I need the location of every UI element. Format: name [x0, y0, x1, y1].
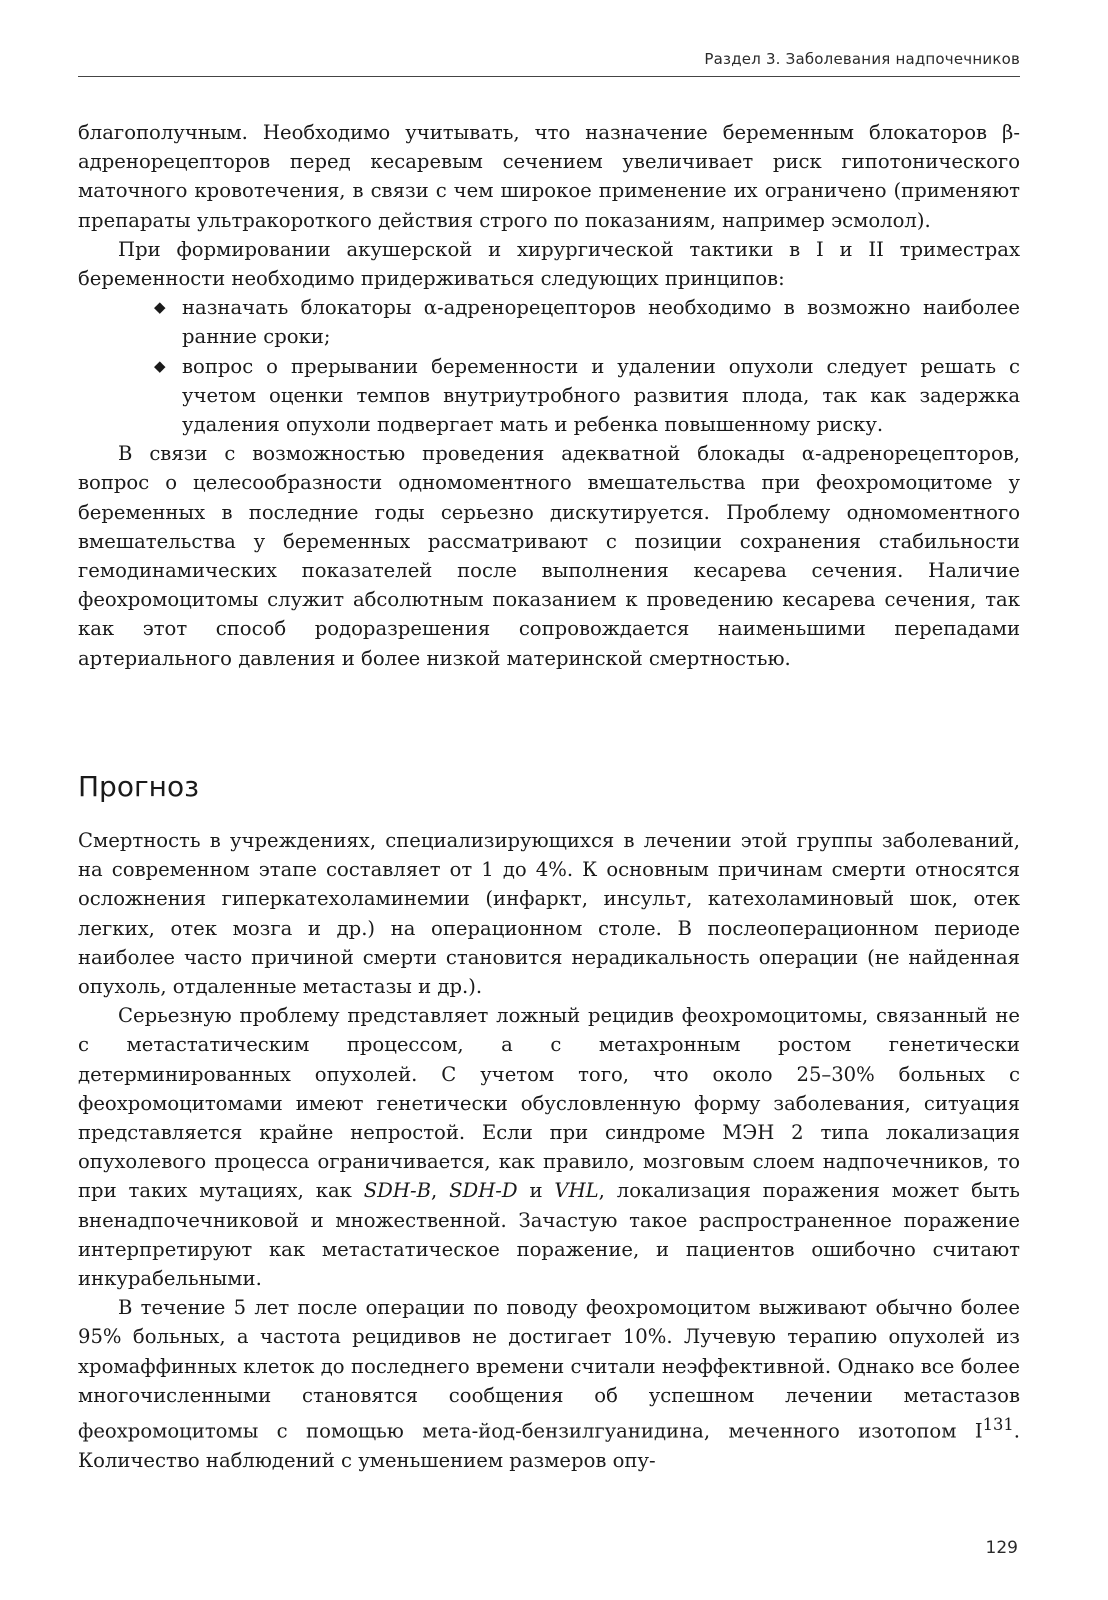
separator-text: ,: [430, 1179, 450, 1203]
running-header: Раздел 3. Заболевания надпочечников: [704, 50, 1020, 68]
gene-name: VHL: [554, 1179, 599, 1203]
list-item-text: вопрос о прерывании беременности и удалении опухоли следует решать с учетом оценки темпов внутриутробного развития плода, так как задержка удаления опухоли подвергает мать и ребенка повышенному риску.: [182, 354, 1020, 437]
paragraph: Смертность в учреждениях, специализирующихся в лечении этой группы заболеваний, на современном этапе составляет от 1 до 4%. К основным причинам смерти относятся осложнения гиперкатехоламинемии (инфаркт, инсульт, катехоламиновый шок, отек легких, отек мозга и др.) на операционном столе. В послеоперационном периоде наиболее часто причиной смерти становится нерадикальность операции (не найденная опухоль, отдаленные метастазы и др.).: [78, 829, 1020, 999]
paragraph-text: В течение 5 лет после операции по поводу феохромоцитом выживают обычно более 95% больных, а частота рецидивов не достигает 10%. Лучевую терапию опухолей из хромаффинных клеток до последнего времени считали неэффективной. Однако все более многочисленными становятся сообщения об успешном лечении метастазов феохромоцитомы с помощью мета-йод-бензилгуанидина, меченного изотопом I: [78, 1296, 1020, 1443]
paragraph: [78, 1293, 1020, 1475]
isotope-superscript: 131: [982, 1415, 1014, 1435]
paragraph: При формировании акушерской и хирургической тактики в I и II триместрах беременности необходимо придерживаться следующих принципов:: [78, 237, 1020, 291]
paragraph: благополучным. Необходимо учитывать, что назначение беременным блокаторов β-адренорецепторов перед кесаревым сечением увеличивает риск гипотонического маточного кровотечения, в связи с чем широкое применение их ограничено (применяют препараты ультракороткого действия строго по показаниям, например эсмолол).: [78, 121, 1020, 232]
section-heading: Прогноз: [78, 770, 199, 803]
gene-name: SDH-D: [449, 1179, 518, 1203]
paragraph: [78, 1001, 1020, 1293]
paragraph: В связи с возможностью проведения адекватной блокады α-адренорецепторов, вопрос о целесообразности одномоментного вмешательства при феохромоцитоме у беременных в последние годы серьезно дискутируется. Проблему одномоментного вмешательства у беременных рассматривают с позиции сохранения стабильности гемодинамических показателей после выполнения кесарева сечения. Наличие феохромоцитомы служит абсолютным показанием к проведению кесарева сечения, так как этот способ родоразрешения сопровождается наименьшими перепадами артериального давления и более низкой материнской смертностью.: [78, 442, 1020, 670]
diamond-bullet-icon: ◆: [154, 298, 166, 317]
body-text-top: [78, 118, 1020, 673]
header-rule: [78, 76, 1020, 77]
list-item: [154, 293, 1020, 351]
separator-text: и: [517, 1179, 555, 1203]
page-number: 129: [985, 1538, 1018, 1558]
paragraph-text: , локализация поражения может быть вненадпочечниковой и множественной. Зачастую такое распространенное поражение интерпретируют как метастатическое поражение, и пациентов ошибочно считают инкурабельными.: [78, 1179, 1020, 1291]
bullet-list: [78, 293, 1020, 439]
list-item-text: назначать блокаторы α-адренорецепторов необходимо в возможно наиболее ранние сроки;: [182, 296, 1020, 349]
list-item: [154, 352, 1020, 440]
gene-name: SDH-B: [363, 1179, 431, 1203]
diamond-bullet-icon: ◆: [154, 356, 166, 375]
paragraph-text: Серьезную проблему представляет ложный рецидив феохромоцитомы, связанный не с метастатическим процессом, а с метахронным ростом генетически детерминированных опухолей. С учетом того, что около 25–30% больных с феохромоцитомами имеют генетически обусловленную форму заболевания, ситуация представляется крайне непростой. Если при синдроме МЭН 2 типа локализация опухолевого процесса ограничивается, как правило, мозговым слоем надпочечников, то при таких мутациях, как: [78, 1004, 1020, 1203]
paragraph-text: . Количество наблюдений с уменьшением размеров опу-: [78, 1419, 1020, 1472]
body-text-bottom: [78, 826, 1020, 1475]
